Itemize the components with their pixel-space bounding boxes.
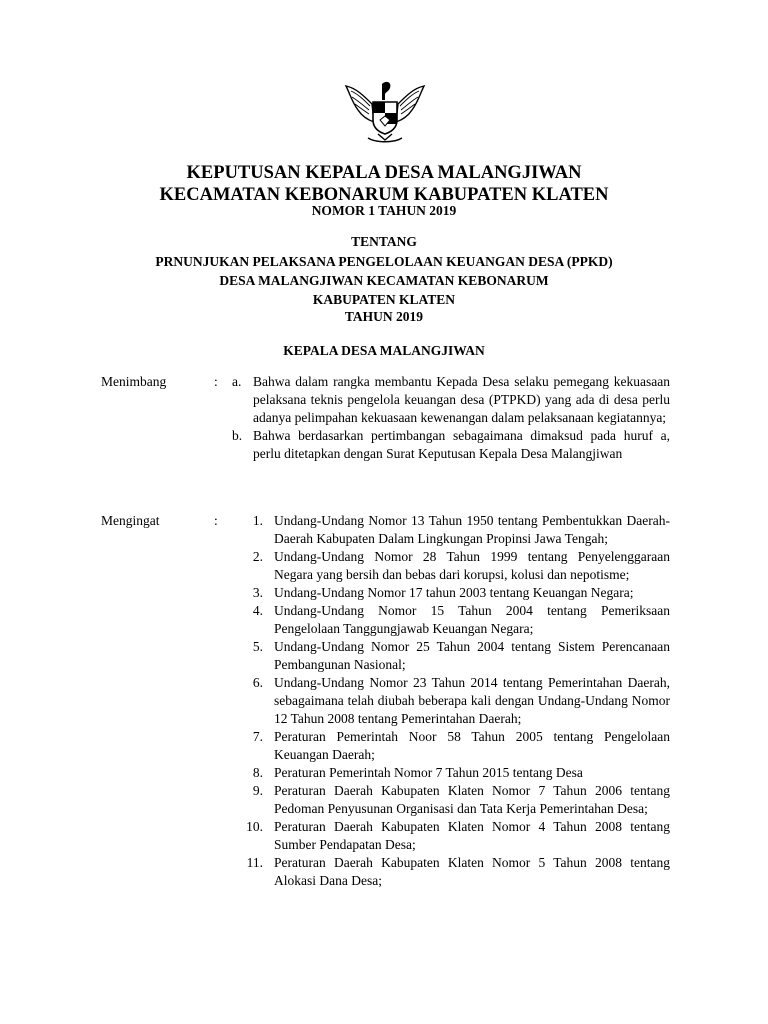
list-marker: 11. — [246, 855, 263, 870]
issuer-heading: KEPALA DESA MALANGJIWAN — [283, 343, 485, 358]
list-text: Peraturan Daerah Kabupaten Klaten Nomor 4 Tahun 2008 tentang Sumber Pendapatan Desa; — [274, 819, 670, 852]
list-item — [232, 638, 670, 674]
subject-heading: TENTANG — [351, 234, 417, 249]
mengingat-colon: : — [214, 513, 218, 528]
list-marker: 6. — [252, 675, 263, 690]
subject-line3: KABUPATEN KLATEN — [312, 292, 456, 307]
document-number: NOMOR 1 TAHUN 2019 — [311, 203, 457, 218]
list-text: Undang-Undang Nomor 25 Tahun 2004 tentang Sistem Perencanaan Pembangunan Nasional; — [274, 639, 670, 672]
list-text: Undang-Undang Nomor 23 Tahun 2014 tentang Pemerintahan Daerah, sebagaimana telah diubah beberapa kali dengan Undang-Undang Nomor 12 Tahun 2008 tentang Pemerintahan Daerah; — [274, 675, 670, 726]
menimbang-label: Menimbang — [101, 374, 167, 389]
list-text: Undang-Undang Nomor 17 tahun 2003 tentang Keuangan Negara; — [274, 585, 634, 600]
subject-line2: DESA MALANGJIWAN KECAMATAN KEBONARUM — [219, 273, 549, 288]
list-item — [232, 782, 670, 818]
list-text: Bahwa berdasarkan pertimbangan sebagaimana dimaksud pada huruf a, perlu ditetapkan dengan Surat Keputusan Kepala Desa Malangjiwan — [253, 428, 670, 461]
document-title-line2: KECAMATAN KEBONARUM KABUPATEN KLATEN — [159, 185, 609, 205]
menimbang-list — [232, 373, 670, 463]
list-item — [232, 427, 670, 463]
list-marker: 5. — [252, 639, 263, 654]
list-marker: a. — [232, 374, 242, 389]
list-item — [232, 764, 670, 782]
list-item — [232, 602, 670, 638]
list-marker: 1. — [252, 513, 263, 528]
list-item — [232, 674, 670, 728]
mengingat-label: Mengingat — [101, 513, 160, 528]
list-marker: 4. — [252, 603, 263, 618]
list-item — [232, 548, 670, 584]
list-item — [232, 854, 670, 890]
list-text: Undang-Undang Nomor 15 Tahun 2004 tentang Pemeriksaan Pengelolaan Tanggungjawab Keuangan Negara; — [274, 603, 670, 636]
list-item — [232, 818, 670, 854]
list-item — [232, 373, 670, 427]
list-text: Peraturan Daerah Kabupaten Klaten Nomor 7 Tahun 2006 tentang Pedoman Penyusunan Organisasi dan Tata Kerja Pemerintahan Desa; — [274, 783, 670, 816]
list-text: Peraturan Daerah Kabupaten Klaten Nomor 5 Tahun 2008 tentang Alokasi Dana Desa; — [274, 855, 670, 888]
menimbang-colon: : — [214, 374, 218, 389]
subject-line1: PRNUNJUKAN PELAKSANA PENGELOLAAN KEUANGAN DESA (PPKD) — [155, 254, 613, 269]
garuda-pancasila-emblem-icon — [342, 80, 428, 144]
list-text: Undang-Undang Nomor 13 Tahun 1950 tentang Pembentukkan Daerah-Daerah Kabupaten Dalam Lingkungan Propinsi Jawa Tengah; — [274, 513, 670, 546]
list-text: Peraturan Pemerintah Nomor 7 Tahun 2015 tentang Desa — [274, 765, 583, 780]
list-text: Bahwa dalam rangka membantu Kepada Desa selaku pemegang kekuasaan pelaksana teknis pengelola keuangan desa (PTPKD) yang ada di desa perlu adanya pelimpahan kekuasaan kewenangan dalam pelaksanaan kegiatannya; — [253, 374, 670, 425]
list-text: Undang-Undang Nomor 28 Tahun 1999 tentang Penyelenggaraan Negara yang bersih dan bebas dari korupsi, kolusi dan nepotisme; — [274, 549, 670, 582]
list-marker: 8. — [252, 765, 263, 780]
document-title-line1: KEPUTUSAN KEPALA DESA MALANGJIWAN — [186, 163, 582, 183]
list-marker: 3. — [252, 585, 263, 600]
list-marker: 9. — [252, 783, 263, 798]
subject-line4: TAHUN 2019 — [344, 309, 424, 324]
list-marker: 2. — [252, 549, 263, 564]
list-text: Peraturan Pemerintah Noor 58 Tahun 2005 tentang Pengelolaan Keuangan Daerah; — [274, 729, 670, 762]
mengingat-list — [232, 512, 670, 890]
list-marker: b. — [232, 428, 243, 443]
list-item — [232, 584, 670, 602]
list-marker: 7. — [252, 729, 263, 744]
list-item — [232, 512, 670, 548]
list-item — [232, 728, 670, 764]
list-marker: 10. — [246, 819, 263, 834]
